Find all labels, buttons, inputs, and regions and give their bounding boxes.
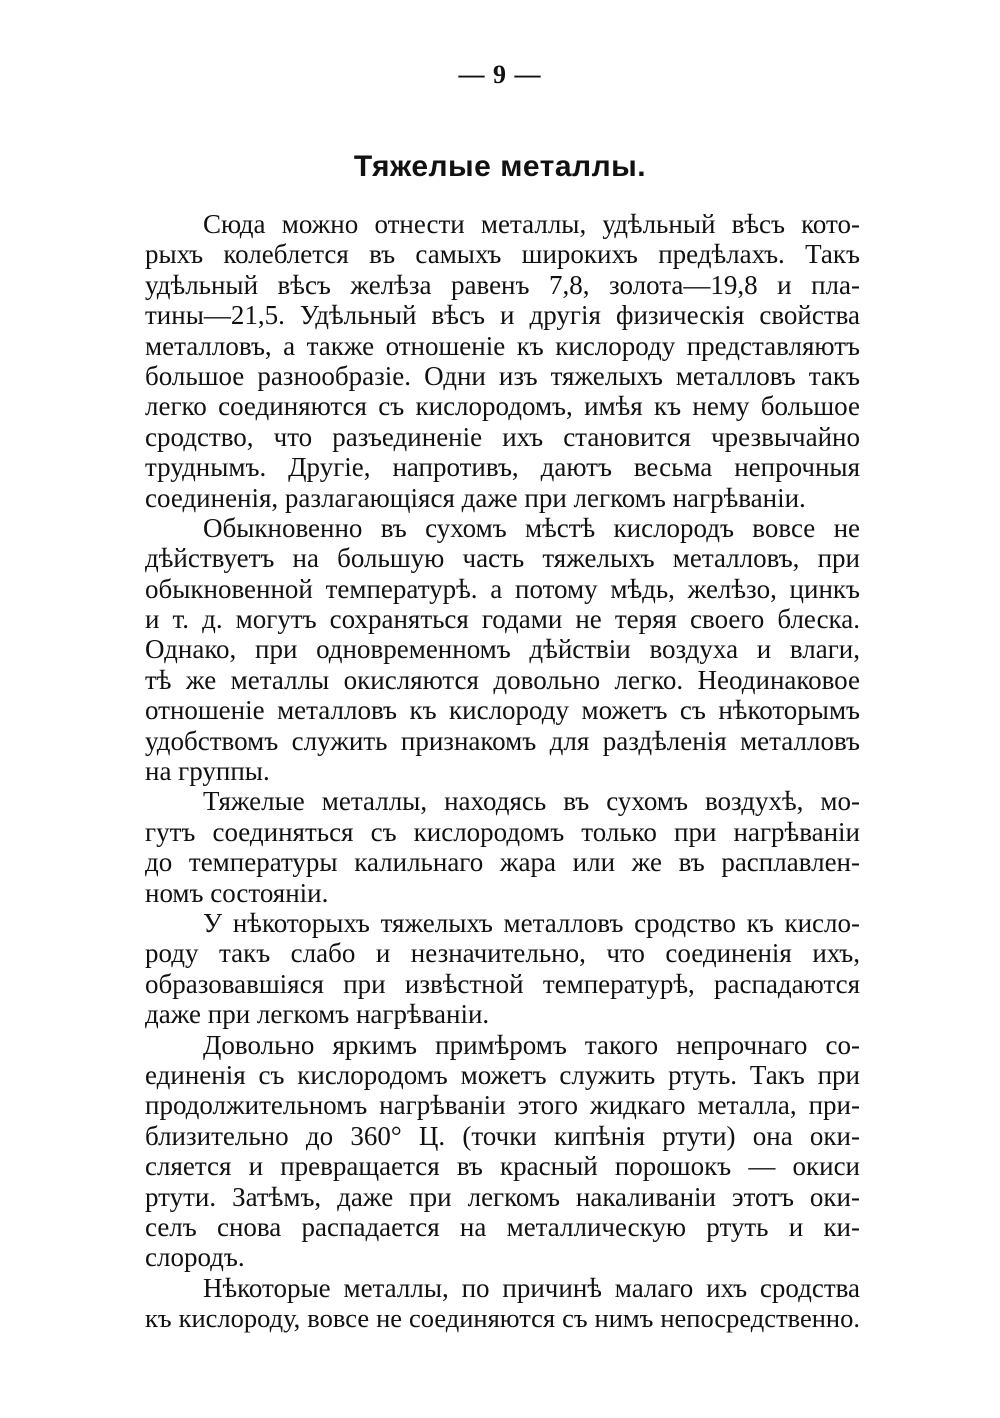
text-line: обыкновенной температурѣ. а потому мѣдь, желѣзо, цинкъ: [145, 573, 860, 604]
text-line: роду такъ слабо и незначительно, что соединенія ихъ,: [145, 938, 860, 969]
text-line: легко соединяются съ кислородомъ, имѣя къ нему большое: [145, 391, 860, 422]
text-line: дѣйствуетъ на большую часть тяжелыхъ металловъ, при: [145, 543, 860, 574]
text-line: образовавшіяся при извѣстной температурѣ, распадаются: [145, 968, 860, 999]
text-line: труднымъ. Другіе, напротивъ, даютъ весьма непрочныя: [145, 452, 860, 483]
text-line: У нѣкоторыхъ тяжелыхъ металловъ сродство къ кисло-: [203, 907, 860, 938]
text-line: удѣльный вѣсъ желѣза равенъ 7,8, золота—19,8 и пла-: [145, 269, 860, 300]
body-text: [145, 209, 860, 1333]
text-line: къ кислороду, вовсе не соединяются съ нимъ непосредственно.: [145, 1303, 860, 1334]
text-line: сродство, что разъединеніе ихъ становится чрезвычайно: [145, 421, 860, 452]
text-line: тѣ же металлы окисляются довольно легко. Неодинаковое: [145, 664, 860, 695]
text-line: большое разнообразіе. Одни изъ тяжелыхъ металловъ такъ: [145, 360, 860, 391]
page-number: — 9 —: [458, 60, 542, 89]
text-line: ртути. Затѣмъ, даже при легкомъ накаливаніи этотъ оки-: [145, 1181, 860, 1212]
text-line: рыхъ колеблется въ самыхъ широкихъ предѣлахъ. Такъ: [145, 239, 860, 270]
text-line: близительно до 360° Ц. (точки кипѣнія ртути) она оки-: [145, 1120, 860, 1151]
text-line: номъ состояніи.: [145, 877, 329, 908]
text-line: даже при легкомъ нагрѣваніи.: [145, 999, 490, 1030]
text-line: гутъ соединяться съ кислородомъ только при нагрѣваніи: [145, 816, 860, 847]
text-line: соединенія, разлагающіяся даже при легкомъ нагрѣваніи.: [145, 482, 806, 513]
text-line: слородъ.: [145, 1242, 245, 1273]
text-line: продолжительномъ нагрѣваніи этого жидкаго металла, при-: [145, 1090, 860, 1121]
text-line: Обыкновенно въ сухомъ мѣстѣ кислородъ вовсе не: [203, 512, 860, 543]
text-line: отношеніе металловъ къ кислороду можетъ съ нѣкоторымъ: [145, 695, 860, 726]
text-line: Однако, при одновременномъ дѣйствіи воздуха и влаги,: [145, 634, 860, 665]
text-line: сляется и превращается въ красный порошокъ — окиси: [145, 1151, 860, 1182]
text-line: селъ снова распадается на металлическую ртуть и ки-: [145, 1211, 860, 1242]
text-line: на группы.: [145, 756, 270, 787]
text-line: Тяжелые металлы, находясь въ сухомъ воздухѣ, мо-: [203, 786, 860, 817]
text-line: тины—21,5. Удѣльный вѣсъ и другія физическія свойства: [145, 300, 860, 331]
section-title: Тяжелые металлы.: [353, 150, 647, 183]
text-line: и т. д. могутъ сохраняться годами не теряя своего блеска.: [145, 604, 860, 635]
text-line: Довольно яркимъ примѣромъ такого непрочнаго со-: [203, 1029, 860, 1060]
text-line: Нѣкоторые металлы, по причинѣ малаго ихъ сродства: [203, 1272, 860, 1303]
text-line: до температуры калильнаго жара или же въ расплавлен-: [145, 847, 860, 878]
text-line: металловъ, а также отношеніе къ кислороду представляютъ: [145, 330, 860, 361]
text-line: удобствомъ служить признакомъ для раздѣленія металловъ: [145, 725, 860, 756]
text-line: Сюда можно отнести металлы, удѣльный вѣсъ кото-: [203, 209, 860, 239]
text-line: единенія съ кислородомъ можетъ служить ртуть. Такъ при: [145, 1059, 860, 1090]
